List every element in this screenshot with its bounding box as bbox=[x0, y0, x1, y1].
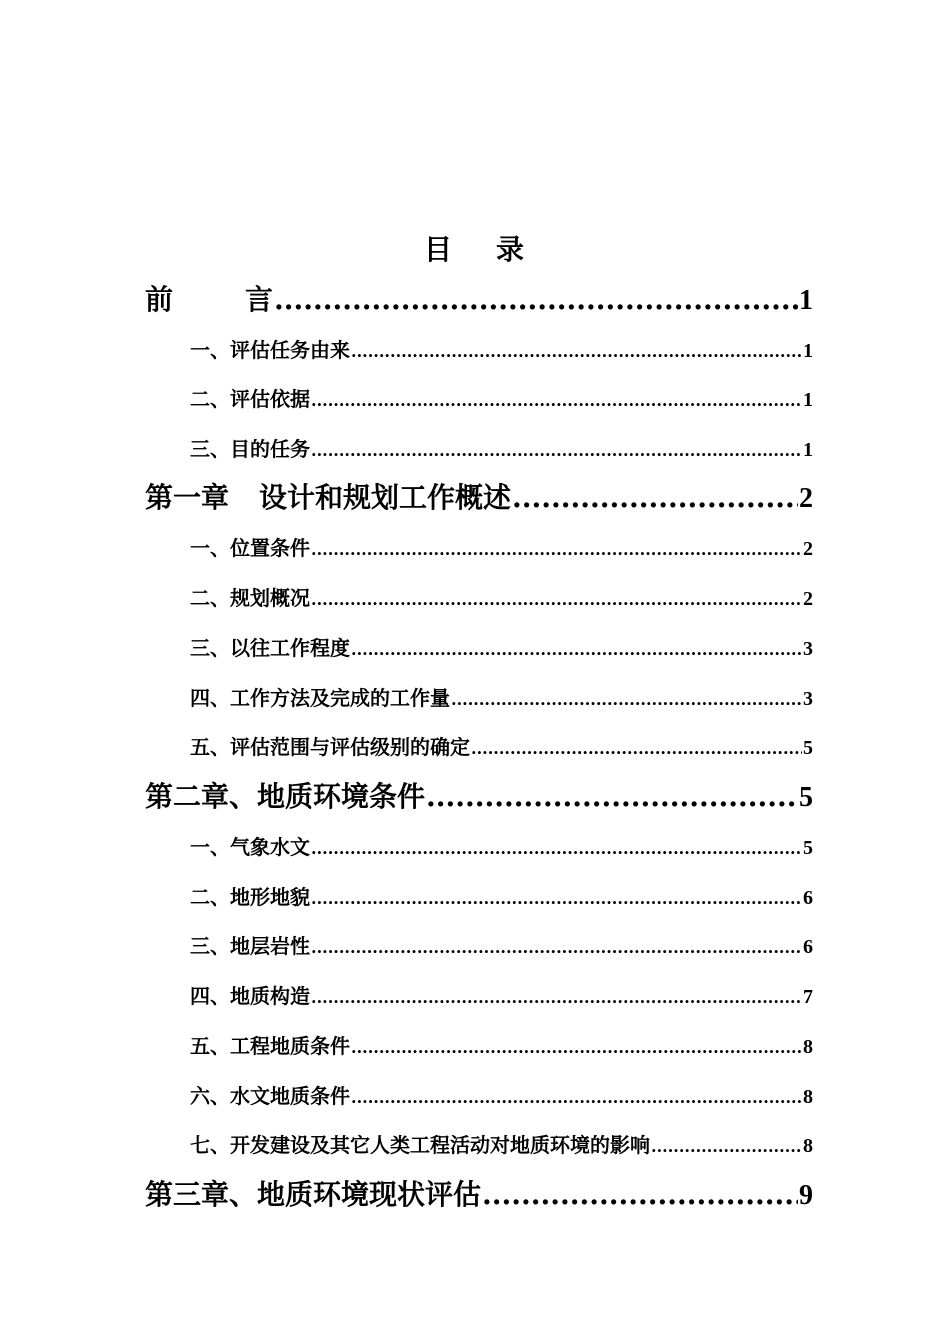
toc-page-number: 8 bbox=[803, 1086, 813, 1108]
toc-page-number: 2 bbox=[803, 588, 813, 610]
toc-page-number: 5 bbox=[799, 782, 813, 813]
toc-entry-label-part-b: 言 bbox=[245, 283, 274, 316]
toc-entry-label: 三、目的任务 bbox=[190, 437, 310, 461]
toc-entry-label: 三、地层岩性 bbox=[190, 934, 310, 958]
toc-entry[interactable] bbox=[190, 384, 813, 414]
toc-entry-chapter-1[interactable] bbox=[145, 478, 813, 518]
toc-entry-label: 六、水文地质条件 bbox=[190, 1084, 350, 1108]
toc-page-number: 2 bbox=[799, 483, 813, 514]
toc-title-right: 录 bbox=[496, 233, 527, 266]
toc-entry-label-part-b: 设计和规划工作概述 bbox=[259, 481, 512, 514]
toc-dot-leader bbox=[311, 533, 802, 565]
toc-dot-leader bbox=[482, 1175, 798, 1215]
toc-page-number: 1 bbox=[803, 389, 813, 411]
toc-entry[interactable] bbox=[190, 583, 813, 613]
toc-dot-leader bbox=[311, 434, 802, 466]
toc-dot-leader bbox=[351, 1081, 802, 1113]
toc-entry[interactable] bbox=[190, 832, 813, 862]
toc-entry-label: 五、工程地质条件 bbox=[190, 1034, 350, 1058]
toc-entry[interactable] bbox=[190, 732, 813, 762]
toc-entry[interactable] bbox=[190, 1081, 813, 1111]
toc-entry-label: 二、规划概况 bbox=[190, 586, 310, 610]
toc-entry-label: 一、位置条件 bbox=[190, 536, 310, 560]
toc-entry-label: 二、地形地貌 bbox=[190, 885, 310, 909]
toc-dot-leader bbox=[311, 384, 802, 416]
toc-entry[interactable] bbox=[190, 1031, 813, 1061]
toc-dot-leader bbox=[311, 981, 802, 1013]
toc-entry[interactable] bbox=[190, 981, 813, 1011]
toc-entry-label: 第三章、地质环境现状评估 bbox=[145, 1178, 482, 1211]
toc-entry[interactable] bbox=[190, 882, 813, 912]
toc-entry-preface[interactable] bbox=[145, 280, 813, 320]
toc-page-number: 6 bbox=[803, 936, 813, 958]
toc-dot-leader bbox=[351, 335, 802, 367]
toc-page-number: 3 bbox=[803, 638, 813, 660]
toc-entry-label: 七、开发建设及其它人类工程活动对地质环境的影响 bbox=[190, 1133, 650, 1157]
toc-title-left: 目 bbox=[423, 233, 454, 266]
toc-entry-chapter-2[interactable] bbox=[145, 777, 813, 817]
toc-dot-leader bbox=[311, 832, 802, 864]
toc-entry-chapter-3[interactable] bbox=[145, 1175, 813, 1215]
toc-dot-leader bbox=[311, 882, 802, 914]
toc-page-number: 1 bbox=[799, 285, 813, 316]
toc-dot-leader bbox=[471, 732, 802, 764]
toc-dot-leader bbox=[311, 583, 802, 615]
toc-page-number: 1 bbox=[803, 439, 813, 461]
toc-entry[interactable] bbox=[190, 633, 813, 663]
toc-page-number: 6 bbox=[803, 887, 813, 909]
toc-page-number: 8 bbox=[803, 1135, 813, 1157]
toc-dot-leader bbox=[512, 478, 798, 518]
toc-dot-leader bbox=[426, 777, 798, 817]
toc-entry-label: 二、评估依据 bbox=[190, 387, 310, 411]
toc-page-number: 1 bbox=[803, 340, 813, 362]
toc-dot-leader bbox=[651, 1130, 802, 1162]
toc-entry-label: 五、评估范围与评估级别的确定 bbox=[190, 735, 470, 759]
toc-entry-label: 一、评估任务由来 bbox=[190, 338, 350, 362]
toc-entry-label-part-a: 前 bbox=[145, 283, 174, 316]
toc-dot-leader bbox=[451, 683, 802, 715]
toc-page-number: 8 bbox=[803, 1036, 813, 1058]
toc-title bbox=[0, 230, 950, 270]
toc-page-number: 5 bbox=[803, 837, 813, 859]
toc-entry-label: 四、工作方法及完成的工作量 bbox=[190, 686, 450, 710]
toc-entry-label: 三、以往工作程度 bbox=[190, 636, 350, 660]
toc-entry-label: 四、地质构造 bbox=[190, 984, 310, 1008]
toc-page-number: 3 bbox=[803, 688, 813, 710]
toc-entry[interactable] bbox=[190, 683, 813, 713]
toc-page-number: 5 bbox=[803, 737, 813, 759]
toc-dot-leader bbox=[351, 1031, 802, 1063]
toc-dot-leader bbox=[311, 931, 802, 963]
toc-page-number: 2 bbox=[803, 538, 813, 560]
toc-entry-label bbox=[145, 478, 511, 518]
toc-entry[interactable] bbox=[190, 533, 813, 563]
toc-dot-leader bbox=[351, 633, 802, 665]
toc-entry-label bbox=[145, 280, 273, 320]
toc-dot-leader bbox=[274, 280, 798, 320]
toc-entry-label-part-a: 第一章 bbox=[145, 481, 230, 514]
toc-entry-label: 一、气象水文 bbox=[190, 835, 310, 859]
toc-page-number: 7 bbox=[803, 986, 813, 1008]
toc-entry[interactable] bbox=[190, 1130, 813, 1160]
toc-entry-label: 第二章、地质环境条件 bbox=[145, 780, 426, 813]
toc-entry[interactable] bbox=[190, 434, 813, 464]
toc-page-number: 9 bbox=[799, 1180, 813, 1211]
toc-entry[interactable] bbox=[190, 335, 813, 365]
toc-entry[interactable] bbox=[190, 931, 813, 961]
